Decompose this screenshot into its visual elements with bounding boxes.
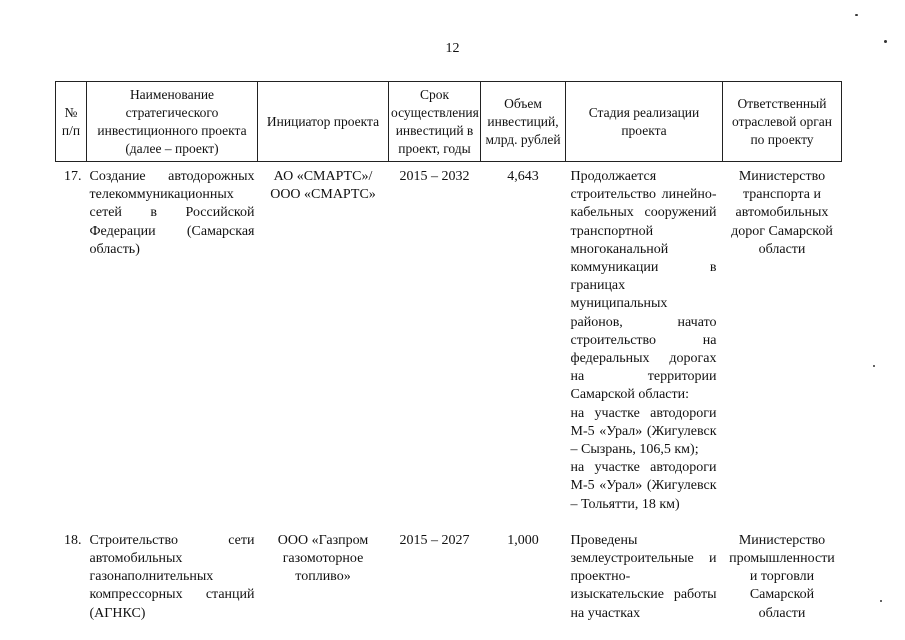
scan-speck — [873, 365, 875, 367]
table-row — [56, 162, 842, 514]
responsible-body: Министерство промышленности и торговли Самарской области — [729, 532, 835, 621]
responsible-body: Министерство транспорта и автомобильных дорог Самарской области — [731, 169, 833, 257]
implementation-stage — [566, 162, 723, 514]
stage-paragraph: на участке автодороги М-5 «Урал» (Жигулевск – Тольятти, 18 км) — [570, 460, 717, 512]
project-name: Создание автодорожных телекоммуникационных сетей в Российской Федерации (Самарская область) — [89, 169, 255, 257]
header-num: № п/п — [56, 82, 87, 162]
investment-period: 2015 – 2027 — [399, 532, 470, 548]
stage-paragraph: Продолжается строительство линейно-кабельных сооружений транспортной многоканальной коммуникации в границах муниципальных районов, начато строительство на федеральных дорогах на территории Самарской области: — [570, 169, 717, 403]
table-header-row — [56, 82, 842, 162]
row-spacer — [56, 514, 842, 528]
header-responsible: Ответственный отраслевой орган по проекту — [723, 82, 842, 162]
project-name: Строительство сети автомобильных газонаполнительных компрессорных станций (АГНКС) — [89, 532, 255, 621]
projects-table — [55, 81, 842, 621]
investment-period: 2015 – 2032 — [399, 169, 470, 184]
row-number: 18. — [64, 532, 82, 548]
table-row — [56, 528, 842, 604]
scan-speck — [880, 600, 882, 602]
project-initiator: ООО «Газпром газомоторное топливо» — [277, 532, 369, 585]
page-number: 12 — [445, 41, 460, 56]
project-initiator: АО «СМАРТС»/ ООО «СМАРТС» — [270, 169, 376, 203]
implementation-stage: Проведены землеустроительные и проектно-изыскательские работы на участках — [570, 532, 717, 621]
row-number: 17. — [64, 169, 82, 184]
stage-paragraph: на участке автодороги М-5 «Урал» (Жигулевск – Сызрань, 106,5 км); — [570, 405, 717, 458]
investment-volume: 4,643 — [507, 169, 539, 184]
header-initiator: Инициатор проекта — [258, 82, 389, 162]
header-stage: Стадия реализации проекта — [566, 82, 723, 162]
header-project-name: Наименование стратегического инвестиционного проекта (далее – проект) — [87, 82, 258, 162]
investment-volume: 1,000 — [507, 532, 539, 548]
header-volume: Объем инвестиций, млрд. рублей — [481, 82, 566, 162]
scan-speck — [855, 14, 858, 16]
scan-speck — [884, 40, 887, 43]
header-period: Срок осуществления инвестиций в проект, годы — [389, 82, 481, 162]
